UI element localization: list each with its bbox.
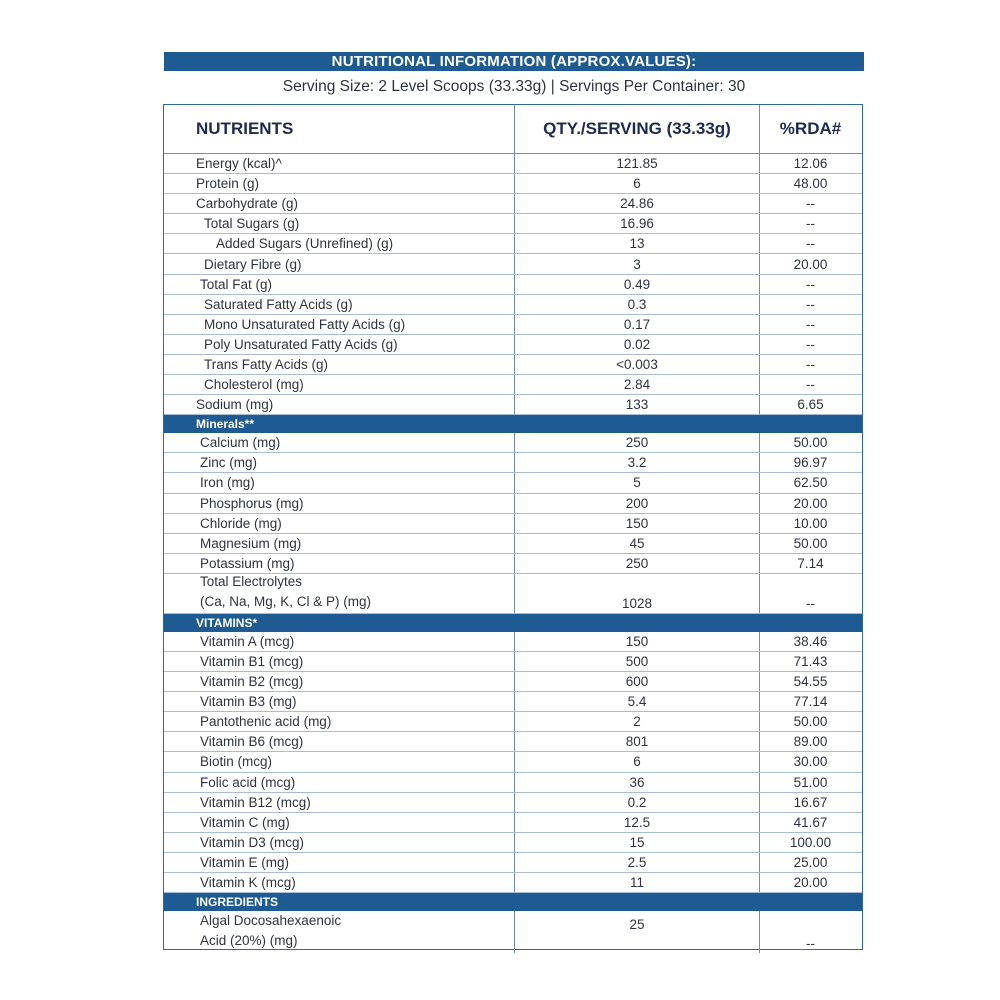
- nutrient-name: Vitamin B3 (mg): [200, 694, 297, 710]
- nutrient-qty: 200: [514, 494, 759, 513]
- nutrient-qty: 24.86: [514, 194, 759, 213]
- table-row: [164, 632, 862, 652]
- nutrient-name: Vitamin B12 (mcg): [200, 794, 311, 810]
- table-row: [164, 234, 862, 254]
- nutrient-qty: 250: [514, 433, 759, 452]
- nutrient-rda: --: [759, 315, 861, 334]
- nutrient-rda: --: [759, 194, 861, 213]
- vitamin-rows: [164, 632, 862, 893]
- nutrient-name: Energy (kcal)^: [196, 156, 282, 172]
- nutrient-name: Biotin (mcg): [200, 754, 273, 770]
- table-row: [164, 335, 862, 355]
- table-row: [164, 773, 862, 793]
- nutrient-qty: 121.85: [514, 154, 759, 173]
- table-row: [164, 554, 862, 574]
- table-row: [164, 752, 862, 772]
- table-row: [164, 355, 862, 375]
- nutrient-rda: 96.97: [759, 453, 861, 472]
- nutrient-name: Vitamin B2 (mcg): [200, 674, 304, 690]
- table-row: [164, 732, 862, 752]
- nutrient-qty: 133: [514, 395, 759, 414]
- nutrient-qty: 801: [514, 732, 759, 751]
- table-row: [164, 174, 862, 194]
- header-nutrients: NUTRIENTS: [196, 119, 294, 138]
- nutrient-name: Vitamin E (mg): [200, 854, 290, 870]
- nutrient-qty: 16.96: [514, 214, 759, 233]
- nutrient-rda: --: [759, 275, 861, 294]
- nutrient-name: Vitamin B6 (mcg): [200, 734, 304, 750]
- nutrient-qty: 2.5: [514, 853, 759, 872]
- nutrient-qty: 5.4: [514, 692, 759, 711]
- table-row: [164, 295, 862, 315]
- table-row: [164, 793, 862, 813]
- general-rows: [164, 154, 862, 415]
- nutrient-qty: 0.2: [514, 793, 759, 812]
- electrolytes-label-2: (Ca, Na, Mg, K, Cl & P) (mg): [200, 594, 372, 610]
- nutrient-rda: 41.67: [759, 813, 861, 832]
- nutrient-name: Protein (g): [196, 176, 260, 192]
- nutrient-rda: 89.00: [759, 732, 861, 751]
- ingredient-label-2: Acid (20%) (mg): [200, 933, 298, 949]
- table-row: [164, 514, 862, 534]
- nutrient-name: Potassium (mg): [200, 555, 295, 571]
- nutrient-name: Cholesterol (mg): [204, 377, 304, 393]
- nutrient-rda: 54.55: [759, 672, 861, 691]
- nutrient-qty: 2.84: [514, 375, 759, 394]
- table-row: [164, 275, 862, 295]
- table-row: [164, 692, 862, 712]
- nutrient-name: Vitamin K (mcg): [200, 875, 296, 891]
- nutrient-rda: 100.00: [759, 833, 861, 852]
- nutrient-rda: 50.00: [759, 534, 861, 553]
- table-row: [164, 672, 862, 692]
- table-row: [164, 534, 862, 554]
- nutrient-qty: 15: [514, 833, 759, 852]
- nutrient-qty: 45: [514, 534, 759, 553]
- table-row: [164, 873, 862, 893]
- nutrient-rda: 16.67: [759, 793, 861, 812]
- table-row: [164, 315, 862, 335]
- table-row: [164, 652, 862, 672]
- nutrient-rda: 6.65: [759, 395, 861, 414]
- nutrient-qty: <0.003: [514, 355, 759, 374]
- nutrient-name: Iron (mg): [200, 475, 255, 491]
- nutrient-name: Folic acid (mcg): [200, 774, 296, 790]
- table-row: [164, 853, 862, 873]
- header-qty: QTY./SERVING (33.33g): [514, 105, 759, 153]
- nutrient-name: Vitamin D3 (mcg): [200, 834, 305, 850]
- nutrient-rda: 38.46: [759, 632, 861, 651]
- nutrient-name: Dietary Fibre (g): [204, 256, 302, 272]
- nutrient-name: Vitamin B1 (mcg): [200, 654, 304, 670]
- electrolytes-label-1: Total Electrolytes: [200, 574, 303, 590]
- table-header: [164, 105, 862, 154]
- ingredient-rda: --: [759, 911, 861, 953]
- nutrient-rda: --: [759, 295, 861, 314]
- nutrient-rda: 77.14: [759, 692, 861, 711]
- ingredient-qty: 25: [514, 911, 759, 953]
- nutrient-rda: 50.00: [759, 433, 861, 452]
- electrolytes-qty: 1028: [514, 574, 759, 613]
- nutrient-qty: 600: [514, 672, 759, 691]
- table-row: [164, 254, 862, 274]
- ingredient-label-1: Algal Docosahexaenoic: [200, 913, 342, 929]
- nutrient-name: Mono Unsaturated Fatty Acids (g): [204, 316, 406, 332]
- nutrient-rda: 7.14: [759, 554, 861, 573]
- nutrient-rda: 62.50: [759, 473, 861, 492]
- table-row: [164, 453, 862, 473]
- table-row-ingredient: [164, 911, 862, 953]
- nutrient-rda: 50.00: [759, 712, 861, 731]
- nutrient-name: Total Sugars (g): [204, 216, 300, 232]
- nutrient-qty: 150: [514, 514, 759, 533]
- nutrient-rda: 25.00: [759, 853, 861, 872]
- table-row: [164, 433, 862, 453]
- nutrient-rda: 10.00: [759, 514, 861, 533]
- nutrient-rda: 51.00: [759, 773, 861, 792]
- nutrient-qty: 36: [514, 773, 759, 792]
- nutrient-name: Pantothenic acid (mg): [200, 714, 332, 730]
- nutrient-rda: --: [759, 335, 861, 354]
- table-row: [164, 712, 862, 732]
- title-bar: NUTRITIONAL INFORMATION (APPROX.VALUES):: [164, 52, 864, 71]
- nutrient-name: Added Sugars (Unrefined) (g): [216, 236, 394, 252]
- nutrient-rda: 30.00: [759, 752, 861, 771]
- mineral-rows: [164, 433, 862, 574]
- nutrient-qty: 0.49: [514, 275, 759, 294]
- nutrient-qty: 250: [514, 554, 759, 573]
- nutrient-rda: --: [759, 214, 861, 233]
- table-row: [164, 813, 862, 833]
- nutrient-name: Magnesium (mg): [200, 535, 302, 551]
- nutrient-name: Vitamin C (mg): [200, 814, 290, 830]
- nutrient-rda: --: [759, 234, 861, 253]
- nutrient-rda: 12.06: [759, 154, 861, 173]
- table-row: [164, 494, 862, 514]
- section-minerals: Minerals**: [164, 415, 862, 433]
- nutrient-qty: 13: [514, 234, 759, 253]
- nutrient-qty: 2: [514, 712, 759, 731]
- nutrient-qty: 150: [514, 632, 759, 651]
- nutrient-name: Poly Unsaturated Fatty Acids (g): [204, 336, 398, 352]
- table-row: [164, 395, 862, 415]
- nutrient-name: Saturated Fatty Acids (g): [204, 296, 353, 312]
- nutrition-table: [163, 104, 863, 950]
- nutrient-rda: 20.00: [759, 494, 861, 513]
- section-ingredients: INGREDIENTS: [164, 893, 862, 911]
- table-row: [164, 833, 862, 853]
- nutrient-name: Chloride (mg): [200, 515, 282, 531]
- nutrient-rda: 48.00: [759, 174, 861, 193]
- nutrient-qty: 3.2: [514, 453, 759, 472]
- nutrient-qty: 6: [514, 752, 759, 771]
- nutrient-qty: 3: [514, 254, 759, 273]
- nutrient-name: Trans Fatty Acids (g): [204, 356, 329, 372]
- nutrient-name: Sodium (mg): [196, 397, 274, 413]
- nutrient-rda: --: [759, 375, 861, 394]
- nutrient-rda: --: [759, 355, 861, 374]
- nutrient-name: Vitamin A (mcg): [200, 633, 295, 649]
- table-row: [164, 375, 862, 395]
- nutrient-name: Calcium (mg): [200, 435, 281, 451]
- nutrient-rda: 71.43: [759, 652, 861, 671]
- nutrient-name: Phosphorus (mg): [200, 495, 304, 511]
- nutrient-rda: 20.00: [759, 873, 861, 892]
- nutrient-qty: 0.02: [514, 335, 759, 354]
- electrolytes-rda: --: [759, 574, 861, 613]
- nutrient-name: Zinc (mg): [200, 455, 257, 471]
- nutrient-name: Carbohydrate (g): [196, 196, 299, 212]
- table-row: [164, 214, 862, 234]
- serving-info: Serving Size: 2 Level Scoops (33.33g) | Servings Per Container: 30: [282, 78, 746, 95]
- nutrient-rda: 20.00: [759, 254, 861, 273]
- nutrient-qty: 12.5: [514, 813, 759, 832]
- nutrient-qty: 11: [514, 873, 759, 892]
- section-vitamins: VITAMINS*: [164, 614, 862, 632]
- table-row-electrolytes: [164, 574, 862, 614]
- table-row: [164, 154, 862, 174]
- nutrient-qty: 6: [514, 174, 759, 193]
- nutrient-qty: 0.17: [514, 315, 759, 334]
- nutrient-qty: 0.3: [514, 295, 759, 314]
- nutrient-name: Total Fat (g): [200, 276, 273, 292]
- header-rda: %RDA#: [759, 105, 861, 153]
- nutrient-qty: 5: [514, 473, 759, 492]
- table-row: [164, 473, 862, 493]
- nutrient-qty: 500: [514, 652, 759, 671]
- table-row: [164, 194, 862, 214]
